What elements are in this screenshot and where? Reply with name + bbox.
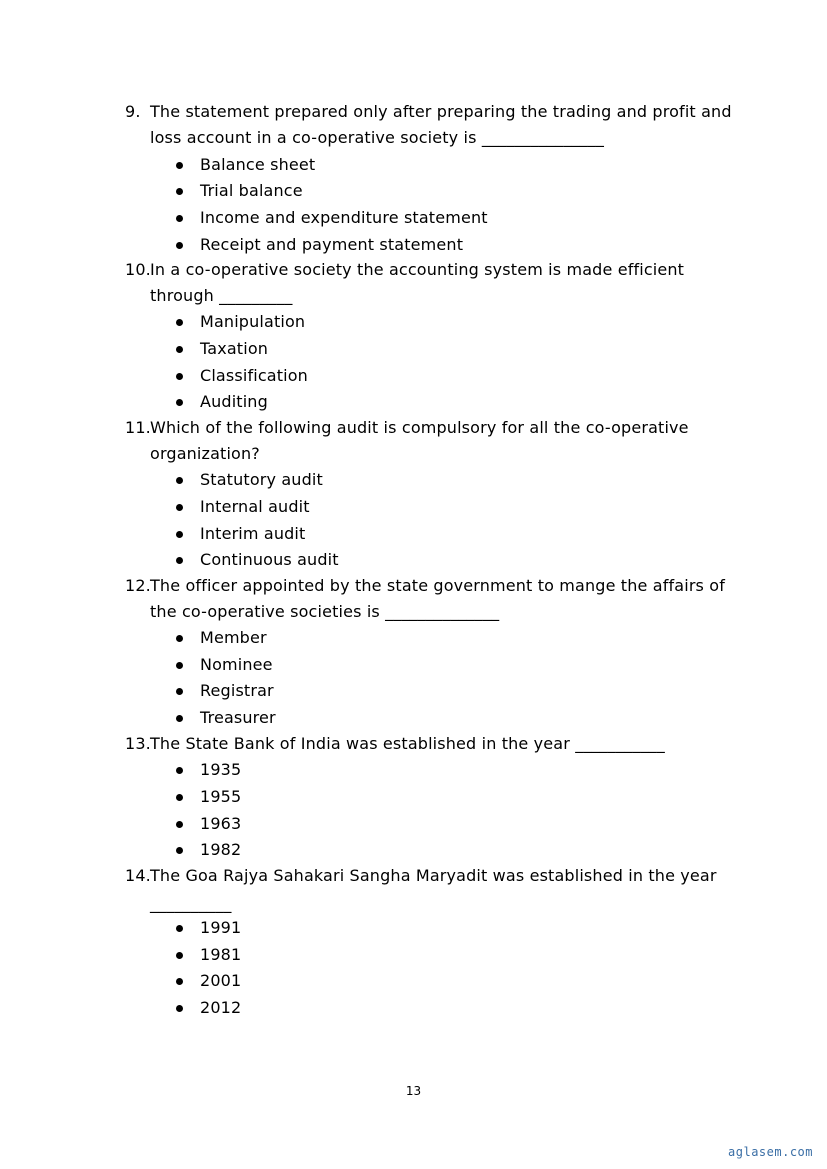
option-text: Receipt and payment statement (200, 235, 464, 254)
bullet-icon (176, 662, 183, 669)
option-text: Statutory audit (200, 470, 323, 489)
option-text: Nominee (200, 655, 273, 674)
option-text: Internal audit (200, 497, 310, 516)
question-number: 10. (125, 260, 151, 279)
bullet-icon (176, 767, 183, 774)
bullet-icon (176, 188, 183, 195)
question-text-line: The State Bank of India was established in the year ___________ (150, 734, 665, 753)
option-text: 1935 (200, 760, 242, 779)
bullet-icon (176, 477, 183, 484)
bullet-icon (176, 794, 183, 801)
option-text: 1991 (200, 918, 242, 937)
option-text: 1981 (200, 945, 242, 964)
bullet-icon (176, 531, 183, 538)
question-text-line: organization? (150, 444, 260, 463)
bullet-icon (176, 504, 183, 511)
option-text: Member (200, 628, 267, 647)
bullet-icon (176, 821, 183, 828)
bullet-icon (176, 1005, 183, 1012)
option-text: Treasurer (200, 708, 276, 727)
option-text: 2001 (200, 971, 242, 990)
option-text: Taxation (200, 339, 269, 358)
option-text: Continuous audit (200, 550, 339, 569)
bullet-icon (176, 162, 183, 169)
bullet-icon (176, 373, 183, 380)
watermark: aglasem.com (728, 1145, 813, 1159)
question-text-line: through _________ (150, 286, 293, 305)
bullet-icon (176, 847, 183, 854)
bullet-icon (176, 978, 183, 985)
question-text-line: the co-operative societies is ______________ (150, 602, 500, 621)
option-text: Classification (200, 366, 308, 385)
question-text-line: The officer appointed by the state government to mange the affairs of (150, 576, 725, 595)
option-text: Auditing (200, 392, 268, 411)
bullet-icon (176, 399, 183, 406)
question-text-line: The Goa Rajya Sahakari Sangha Maryadit was established in the year (150, 866, 717, 885)
page-number: 13 (405, 1084, 422, 1098)
bullet-icon (176, 688, 183, 695)
answer-blank: __________ (150, 894, 232, 913)
question-number: 14. (125, 866, 151, 885)
question-text-line: In a co-operative society the accounting system is made efficient (150, 260, 685, 279)
question-text-line: loss account in a co-operative society is _______________ (150, 128, 605, 147)
question-number: 12. (125, 576, 151, 595)
question-number: 11. (125, 418, 151, 437)
question-number: 9. (125, 102, 141, 121)
question-text-line: Which of the following audit is compulsory for all the co-operative (150, 418, 689, 437)
bullet-icon (176, 715, 183, 722)
option-text: 1963 (200, 814, 242, 833)
bullet-icon (176, 215, 183, 222)
option-text: 2012 (200, 998, 242, 1017)
bullet-icon (176, 925, 183, 932)
bullet-icon (176, 346, 183, 353)
option-text: Balance sheet (200, 155, 316, 174)
question-number: 13. (125, 734, 151, 753)
bullet-icon (176, 635, 183, 642)
option-text: Income and expenditure statement (200, 208, 488, 227)
option-text: 1982 (200, 840, 242, 859)
option-text: Trial balance (200, 181, 303, 200)
option-text: Registrar (200, 681, 274, 700)
bullet-icon (176, 319, 183, 326)
bullet-icon (176, 952, 183, 959)
bullet-icon (176, 557, 183, 564)
option-text: Interim audit (200, 524, 306, 543)
option-text: 1955 (200, 787, 242, 806)
option-text: Manipulation (200, 312, 306, 331)
bullet-icon (176, 242, 183, 249)
question-text-line: The statement prepared only after preparing the trading and profit and (150, 102, 732, 121)
